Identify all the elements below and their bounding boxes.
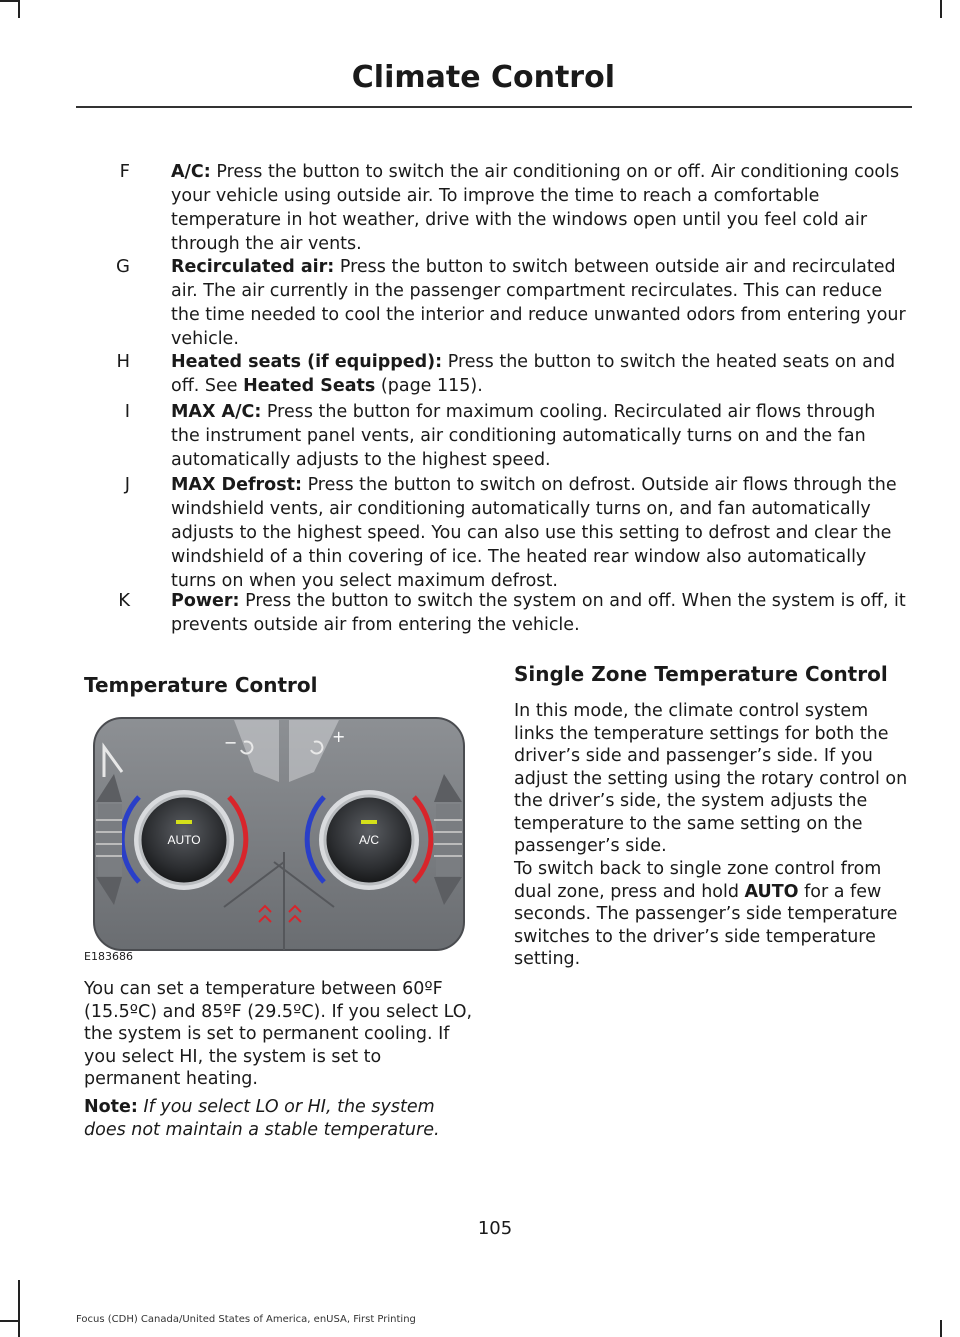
section-title-temperature-control: Temperature Control [84,673,318,697]
auto-key-name: AUTO [744,881,799,902]
entry-term: MAX A/C: [171,402,262,422]
entry-letter: K [118,590,130,611]
note-text: If you select LO or HI, the system does not maintain a stable temperature. [84,1097,440,1140]
section-title-single-zone: Single Zone Temperature Control [514,662,888,686]
ac-button-label: A/C [358,833,380,847]
figure-code: E183686 [84,950,133,963]
entry-description: Press the button to switch the system on and off. When the system is off, it prevents outside air from entering the vehicle. [171,591,906,635]
entry-body [171,473,906,593]
climate-control-panel-figure [84,712,474,960]
ac-indicator-light [361,820,377,824]
entry-term: Heated seats (if equipped): [171,352,443,372]
entry-letter: J [124,474,130,495]
auto-indicator-light [176,820,192,824]
single-zone-para-2 [514,858,909,971]
entry-term: Power: [171,591,240,611]
entry-description: Press the button to switch the air conditioning on or off. Air conditioning cools your vehicle using outside air. To improve the time to reach a comfortable temperature in hot weather, drive with the windows open until you feel cold air through the air vents. [171,162,900,254]
plus-icon: + [332,727,346,746]
entry-g [76,255,906,351]
entry-k [76,589,906,637]
entry-h [76,350,906,398]
temperature-control-body: You can set a temperature between 60ºF (15.5ºC) and 85ºF (29.5ºC). If you select LO, the system is set to permanent cooling. If you select HI, the system is set to permanent heating. [84,979,473,1089]
entry-body [171,350,906,398]
entry-body [171,589,906,637]
note-label: Note: [84,1097,138,1117]
entry-term: A/C: [171,162,211,182]
entry-description: Press the button for maximum cooling. Recirculated air flows through the instrument panel vents, air conditioning automatically turns on and the fan automatically adjusts to the highest speed. [171,402,876,470]
page-number: 105 [477,1218,513,1239]
crop-mark [18,1280,20,1337]
crop-mark [18,0,20,18]
single-zone-para-2-start: To switch back to single zone control from dual zone, press and hold [514,859,882,902]
auto-button-label: AUTO [167,833,201,847]
entry-i [76,400,906,472]
entry-description: Press the button to switch on defrost. Outside air flows through the windshield vents, air conditioning automatically turns on, and fan automatically adjusts to the highest speed. You can also use this setting to defrost and clear the windshield of a thin covering of ice. The heated rear window also automatically turns on when you select maximum defrost. [171,475,897,591]
entry-body [171,255,906,351]
crop-mark [0,0,18,2]
entry-description: Press the button to switch between outside air and recirculated air. The air currently in the passenger compartment recirculates. This can reduce the time needed to cool the interior and reduce unwanted odors from entering your vehicle. [171,257,906,349]
single-zone-para-2-end: for a few seconds. The passenger’s side temperature switches to the driver’s side temperature setting. [514,881,898,969]
temperature-control-note [84,1096,479,1141]
page-title: Climate Control [351,60,615,95]
single-zone-para-1: In this mode, the climate control system links the temperature settings for both the driver’s side and passenger’s side. If you adjust the setting using the rotary control on the driver’s side, the system adjusts the temperature to the same setting on the passenger’s side. [514,701,908,856]
crop-mark [940,0,942,18]
entry-description: Press the button to switch the heated seats on and off. See [171,352,896,396]
entry-letter: G [116,256,130,277]
entry-j [76,473,906,593]
crop-mark [940,1320,942,1337]
entry-f [76,160,906,256]
entry-body [171,400,906,472]
entry-page-ref: (page 115). [375,376,483,396]
entry-body [171,160,906,256]
header-divider [76,106,912,108]
printing-info: Focus (CDH) Canada/United States of America, enUSA, First Printing [76,1314,416,1325]
entry-letter: I [124,401,130,422]
entry-letter: H [116,351,130,372]
minus-icon: − [224,733,238,752]
cross-reference-link[interactable]: Heated Seats [243,376,376,396]
crop-mark [0,1320,18,1322]
entry-term: MAX Defrost: [171,475,302,495]
entry-term: Recirculated air: [171,257,335,277]
entry-letter: F [119,161,130,182]
